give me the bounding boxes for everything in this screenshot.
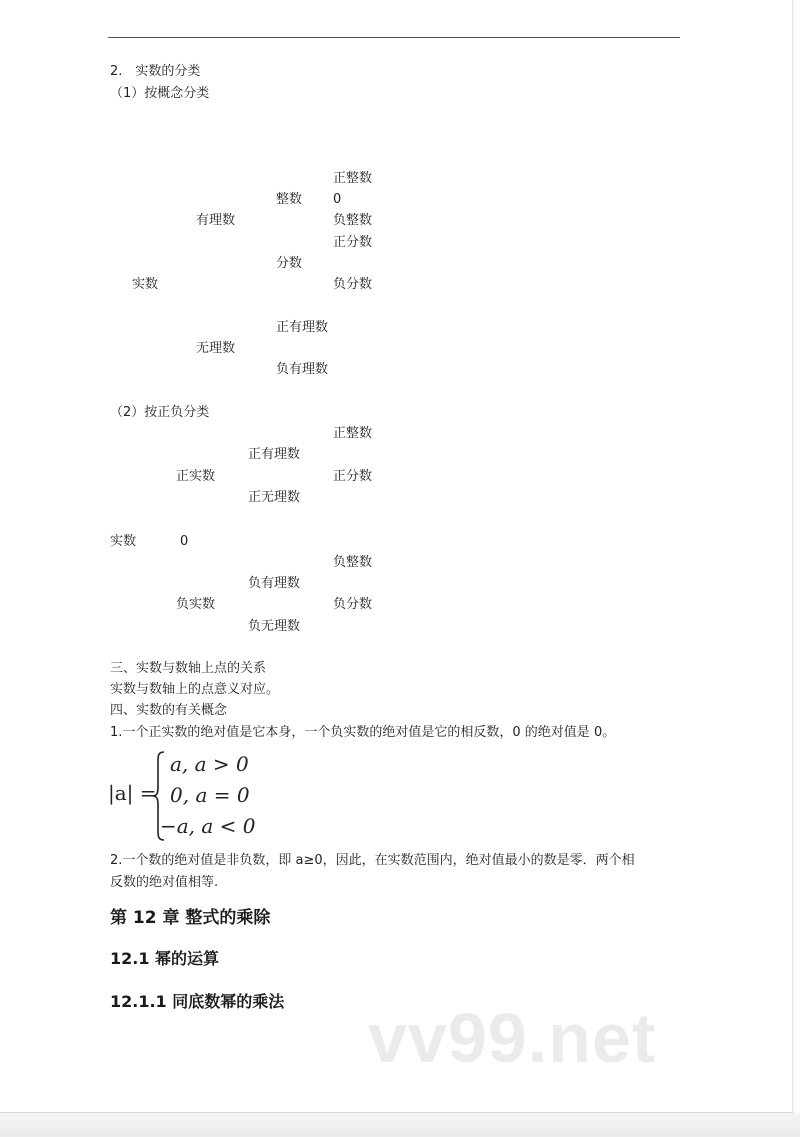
tree1-integer: 整数 xyxy=(276,192,303,207)
tree2-positive-real: 正实数 xyxy=(176,469,216,484)
heading-real-classification: 2. 实数的分类 xyxy=(110,64,201,79)
tree2-negative-fraction: 负分数 xyxy=(333,597,373,612)
tree2-positive-irrational: 正无理数 xyxy=(248,490,301,505)
section-4-paragraph-1: 1.一个正实数的绝对值是它本身，一个负实数的绝对值是它的相反数，0 的绝对值是 0。 xyxy=(110,725,616,740)
tree2-negative-real: 负实数 xyxy=(176,597,216,612)
chapter-12-title: 第 12 章 整式的乘除 xyxy=(110,908,271,928)
tree2-positive-fraction: 正分数 xyxy=(333,469,373,484)
section-3-text: 实数与数轴上的点意义对应。 xyxy=(110,682,280,697)
tree1-positive-fraction: 正分数 xyxy=(333,235,373,250)
tree2-negative-integer: 负整数 xyxy=(333,555,373,570)
section-12-1-1-title: 12.1.1 同底数幂的乘法 xyxy=(110,992,285,1011)
section-4-paragraph-2-line-1: 2.一个数的绝对值是非负数，即 a≥0，因此，在实数范围内，绝对值最小的数是零．两个相 xyxy=(110,853,635,868)
tree2-positive-rational: 正有理数 xyxy=(248,447,301,462)
tree1-positive-irrational: 正有理数 xyxy=(276,320,329,335)
tree1-rational: 有理数 xyxy=(196,213,236,228)
tree1-positive-integer: 正整数 xyxy=(333,171,373,186)
absolute-value-formula xyxy=(108,748,268,844)
watermark: vv99.net xyxy=(368,999,657,1077)
tree1-negative-integer: 负整数 xyxy=(333,213,373,228)
tree2-negative-rational: 负有理数 xyxy=(248,576,301,591)
section-by-concept: （1）按概念分类 xyxy=(110,86,210,101)
section-3-title: 三、实数与数轴上点的关系 xyxy=(110,661,267,676)
section-4-paragraph-2-line-2: 反数的绝对值相等. xyxy=(110,875,219,890)
section-by-sign: （2）按正负分类 xyxy=(110,405,210,420)
tree1-negative-fraction: 负分数 xyxy=(333,277,373,292)
tree2-real: 实数 xyxy=(110,534,137,549)
section-12-1-title: 12.1 幂的运算 xyxy=(110,949,220,968)
header-rule xyxy=(108,37,680,38)
tree1-negative-irrational: 负有理数 xyxy=(276,362,329,377)
tree2-zero: 0 xyxy=(180,534,189,549)
formula-case-2: 0, a = 0 xyxy=(170,783,250,807)
tree1-fraction: 分数 xyxy=(276,256,303,271)
formula-case-1: a, a > 0 xyxy=(170,752,249,776)
tree2-positive-integer: 正整数 xyxy=(333,426,373,441)
viewer-bottom-bar xyxy=(0,1113,800,1137)
tree2-negative-irrational: 负无理数 xyxy=(248,619,301,634)
tree1-real: 实数 xyxy=(132,277,159,292)
section-4-title: 四、实数的有关概念 xyxy=(110,703,228,718)
tree1-zero: 0 xyxy=(333,192,342,207)
formula-case-3: −a, a < 0 xyxy=(160,814,256,838)
tree1-irrational: 无理数 xyxy=(196,341,236,356)
formula-lhs: |a| = xyxy=(108,781,157,805)
